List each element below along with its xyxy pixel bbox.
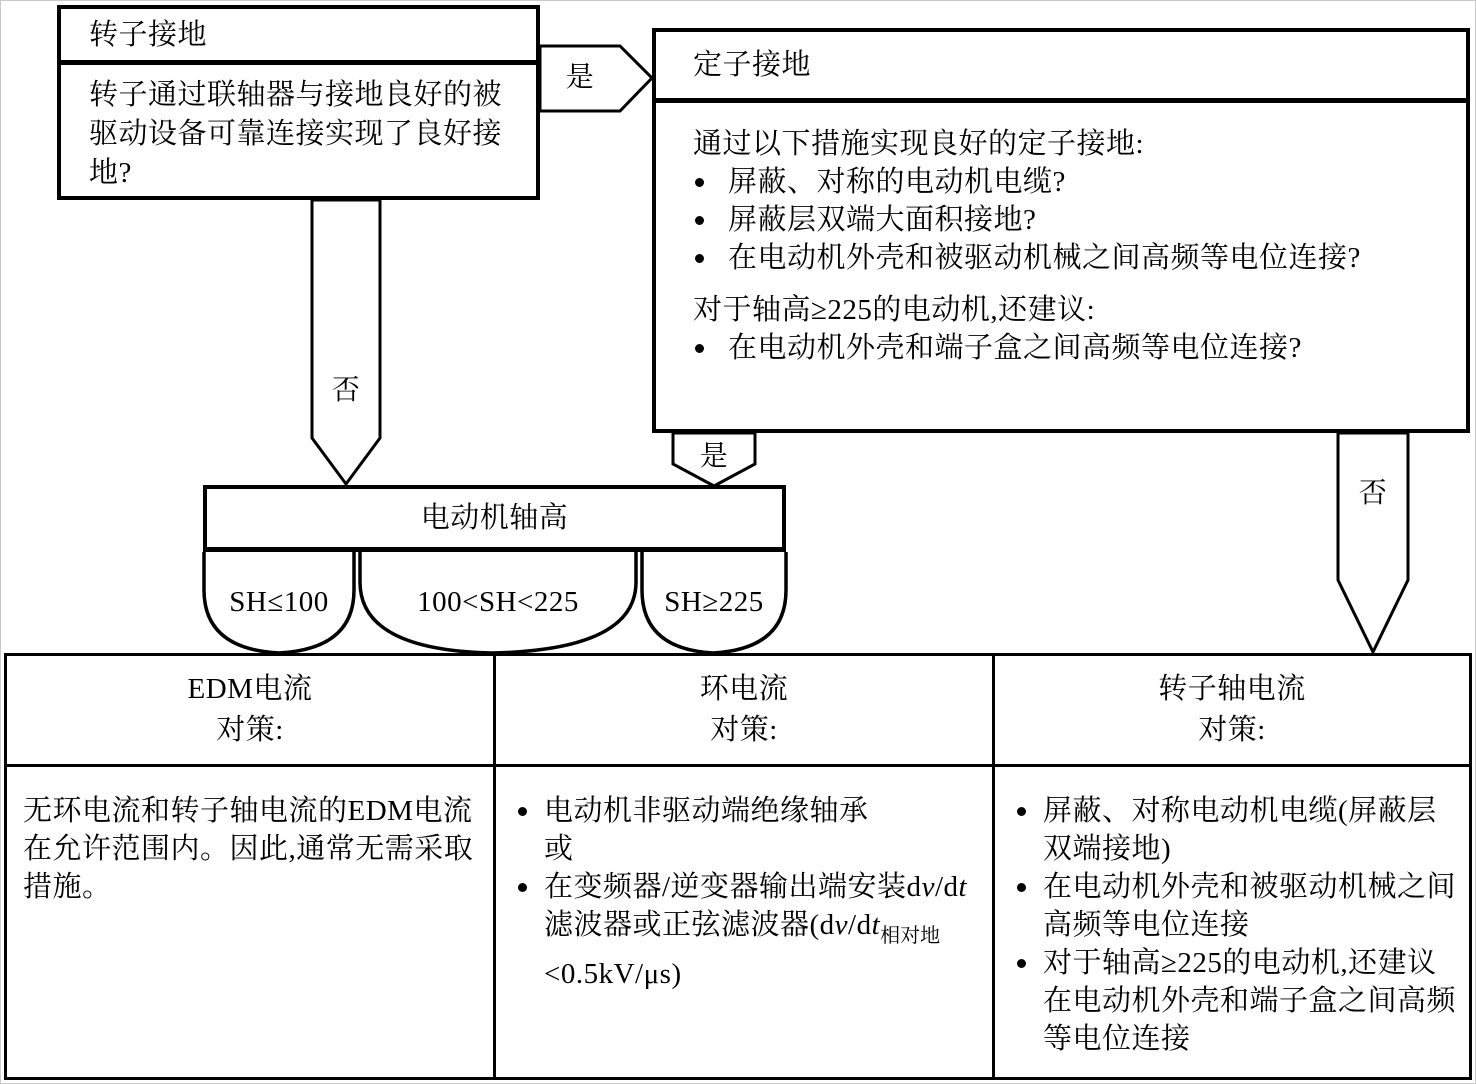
circ-b2-subscript: 相对地 xyxy=(880,925,941,947)
stator-bullet-1: 屏蔽、对称的电动机电缆? xyxy=(693,163,1446,201)
branch-sh-ge-225: SH≥225 xyxy=(664,586,764,618)
countermeasure-table xyxy=(4,653,1472,1080)
circ-b2-text: /d xyxy=(848,909,872,941)
stator-box-title: 定子接地 xyxy=(693,49,812,81)
header-circ-line1: 环电流 xyxy=(699,673,789,705)
circ-b2-value: 0.5kV/μs) xyxy=(560,958,682,990)
circ-b2-text: 滤波器或正弦滤波器(d xyxy=(544,909,835,941)
circ-b2-text: 在变频器/逆变器输出端安装d xyxy=(544,871,922,903)
circ-b2-var-v: v xyxy=(921,871,935,903)
cell-rotor-shaft-countermeasure xyxy=(995,767,1469,1077)
no-arrow-down-left-icon xyxy=(312,200,380,484)
branch-sh-between: 100<SH<225 xyxy=(417,586,579,618)
label-no-rotor-to-shaft: 否 xyxy=(331,375,361,406)
stator-grounding-box xyxy=(652,28,1470,433)
label-yes-stator-to-shaft: 是 xyxy=(699,441,729,472)
circ-b2-var-t: t xyxy=(871,909,881,941)
stator-intro: 通过以下措施实现良好的定子接地: xyxy=(693,128,1145,160)
shaft-height-box xyxy=(203,485,786,552)
rotor-box-question: 转子通过联轴器与接地良好的被驱动设备可靠连接实现了良好接地? xyxy=(89,79,503,189)
stator-note-bullet: 在电动机外壳和端子盒之间高频等电位连接? xyxy=(693,329,1446,367)
circ-b2-var-v: v xyxy=(834,909,849,941)
cell-edm-countermeasure: 无环电流和转子轴电流的EDM电流在允许范围内。因此,通常无需采取措施。 xyxy=(23,795,474,903)
rotor-grounding-box xyxy=(57,5,540,200)
header-circ-line2: 对策: xyxy=(710,714,778,746)
table-header-circulating-current xyxy=(496,656,992,764)
stator-bullet-2: 屏蔽层双端大面积接地? xyxy=(693,201,1446,239)
label-yes-rotor-to-stator: 是 xyxy=(565,62,595,93)
shaft-bullet-3: 对于轴高≥225的电动机,还建议在电动机外壳和端子盒之间高频等电位连接 xyxy=(1017,944,1463,1058)
circ-or: 或 xyxy=(544,833,574,865)
stator-note: 对于轴高≥225的电动机,还建议: xyxy=(693,294,1096,326)
circ-b2-var-t: t xyxy=(958,871,968,903)
shaft-height-title: 电动机轴高 xyxy=(420,502,569,534)
circ-bullet-2 xyxy=(518,868,984,993)
rotor-box-title: 转子接地 xyxy=(89,18,208,51)
circ-bullet-1: 电动机非驱动端绝缘轴承 xyxy=(518,792,984,830)
table-header-edm-current xyxy=(7,656,493,764)
rotor-box-header xyxy=(61,9,536,65)
header-edm-line2: 对策: xyxy=(216,714,284,746)
shaft-bullet-1: 屏蔽、对称电动机电缆(屏蔽层双端接地) xyxy=(1017,792,1463,868)
header-edm-line1: EDM电流 xyxy=(187,673,313,705)
stator-box-body xyxy=(656,103,1466,367)
circ-b2-text: /d xyxy=(934,871,959,903)
circ-b2-lt: < xyxy=(544,958,561,990)
stator-box-header xyxy=(656,32,1466,103)
cell-circulating-countermeasure xyxy=(496,767,992,1077)
branch-sh-le-100: SH≤100 xyxy=(229,586,329,618)
header-shaft-line1: 转子轴电流 xyxy=(1158,673,1306,705)
table-header-rotor-shaft-current xyxy=(995,656,1469,764)
shaft-bullet-2: 在电动机外壳和被驱动机械之间高频等电位连接 xyxy=(1017,868,1463,944)
header-shaft-line2: 对策: xyxy=(1198,714,1266,746)
label-no-stator-to-table: 否 xyxy=(1358,478,1388,509)
stator-bullet-3: 在电动机外壳和被驱动机械之间高频等电位连接? xyxy=(693,239,1446,277)
